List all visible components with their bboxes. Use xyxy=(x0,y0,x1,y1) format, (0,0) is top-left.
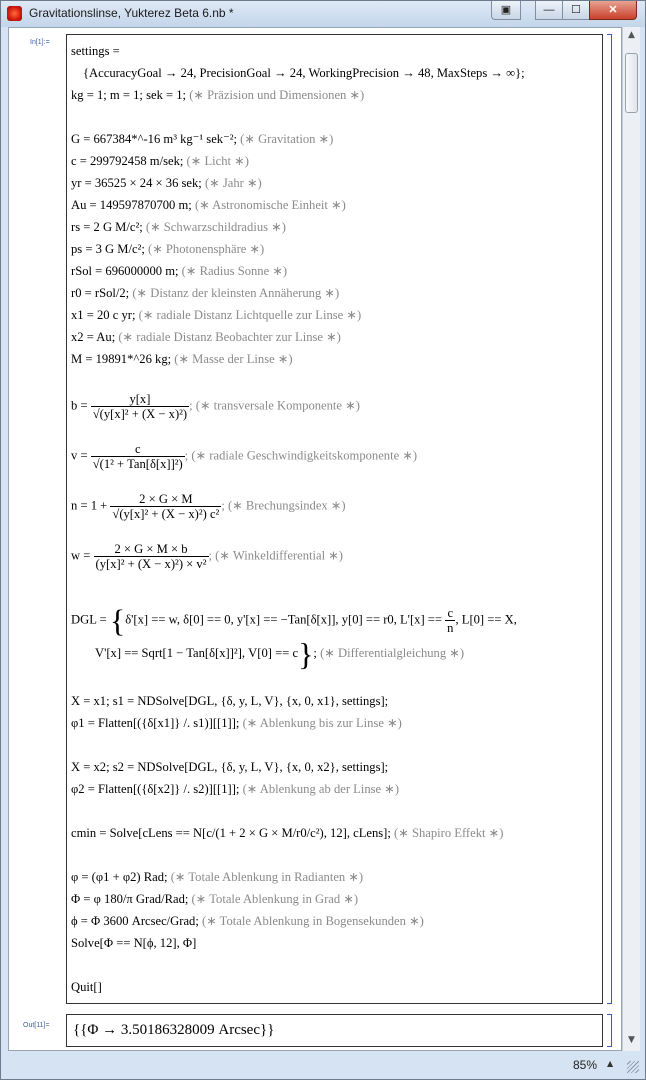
code-line: X = x2; s2 = NDSolve[DGL, {δ, y, L, V}, {x, 0, x2}, settings]; xyxy=(71,760,389,774)
code-line: Solve[Φ == N[ϕ, 12], Φ] xyxy=(71,936,197,950)
output-cell-bracket[interactable] xyxy=(607,1014,612,1047)
code-line: x2 = Au; (∗ radiale Distanz Beobachter zur Linse ∗) xyxy=(71,330,341,344)
input-cell-bracket[interactable] xyxy=(607,34,612,1004)
close-button[interactable]: ✕ xyxy=(589,1,637,20)
code-line: φ1 = Flatten[({δ[x1]} /. s1)][[1]]; (∗ Ablenkung bis zur Linse ∗) xyxy=(71,716,402,730)
code-line: ps = 3 G M/c²; (∗ Photonensphäre ∗) xyxy=(71,242,265,256)
zoom-menu-arrow-icon[interactable]: ▲ xyxy=(607,1059,614,1068)
code-line: r0 = rSol/2; (∗ Distanz der kleinsten Annäherung ∗) xyxy=(71,286,340,300)
code-line: Au = 149597870700 m; (∗ Astronomische Einheit ∗) xyxy=(71,198,346,212)
output-cell-label: Out[11]= xyxy=(23,1022,50,1029)
code-line: kg = 1; m = 1; sek = 1; (∗ Präzision und Dimensionen ∗) xyxy=(71,88,365,102)
window-extra-button[interactable]: ▣ xyxy=(491,1,521,20)
code-line: ϕ = Φ 3600 Arcsec/Grad; (∗ Totale Ablenkung in Bogensekunden ∗) xyxy=(71,914,424,928)
minimize-button[interactable]: — xyxy=(535,1,563,20)
code-line: Quit[] xyxy=(71,980,102,994)
window-title: Gravitationslinse, Yukterez Beta 6.nb * xyxy=(29,6,234,20)
zoom-level[interactable]: 85% xyxy=(573,1058,598,1072)
code-line: φ = (φ1 + φ2) Rad; (∗ Totale Ablenkung in Radianten ∗) xyxy=(71,870,364,884)
code-line: x1 = 20 c yr; (∗ radiale Distanz Lichtquelle zur Linse ∗) xyxy=(71,308,362,322)
scroll-down-arrow-icon[interactable]: ▼ xyxy=(628,1035,635,1045)
output-cell[interactable] xyxy=(66,1014,603,1047)
code-line: cmin = Solve[cLens == N[c/(1 + 2 × G × M/r0/c²), 12], cLens]; (∗ Shapiro Effekt ∗) xyxy=(71,826,504,840)
dgl-definition-line2: V'[x] == Sqrt[1 − Tan[δ[x]]²], V[0] == c}; (∗ Differentialgleichung ∗) xyxy=(95,636,465,672)
maximize-button[interactable]: ☐ xyxy=(562,1,590,20)
code-line: c = 299792458 m/sek; (∗ Licht ∗) xyxy=(71,154,249,168)
code-line: M = 19891*^26 kg; (∗ Masse der Linse ∗) xyxy=(71,352,293,366)
code-line: Φ = φ 180/π Grad/Rad; (∗ Totale Ablenkung in Grad ∗) xyxy=(71,892,359,906)
vertical-scrollbar[interactable] xyxy=(622,27,640,1051)
code-line: X = x1; s1 = NDSolve[DGL, {δ, y, L, V}, {x, 0, x1}, settings]; xyxy=(71,694,389,708)
title-bar[interactable] xyxy=(1,1,645,27)
code-line: settings = xyxy=(71,44,120,58)
input-cell-label: In[1]:= xyxy=(30,39,50,46)
output-result: {{Φ → 3.50186328009 Arcsec}} xyxy=(73,1022,275,1038)
dgl-definition: DGL = {δ'[x] == w, δ[0] == 0, y'[x] == −Tan[δ[x]], y[0] == r0, L'[x] == $\frac{c}{n}$ , L[0] == X, xyxy=(71,602,517,639)
scroll-thumb[interactable] xyxy=(625,53,638,113)
code-line: yr = 36525 × 24 × 36 sek; (∗ Jahr ∗) xyxy=(71,176,262,190)
code-line: rSol = 696000000 m; (∗ Radius Sonne ∗) xyxy=(71,264,288,278)
scroll-up-arrow-icon[interactable]: ▲ xyxy=(628,30,635,40)
resize-grip-icon[interactable] xyxy=(627,1061,639,1073)
code-line: G = 667384*^-16 m³ kg⁻¹ sek⁻²; (∗ Gravitation ∗) xyxy=(71,132,334,146)
formula-w: w = $\frac{2 \times G \times M \times b}{\text{(y[x]² + (X − x)²) × v²}}$ ; (∗ Winkeldifferential ∗) xyxy=(71,542,343,571)
status-bar xyxy=(1,1051,645,1079)
formula-n: n = 1 + $\frac{2 \times G \times M}{\text{√(y[x]² + (X − x)²) c²}}$ ; (∗ Brechungsindex ∗) xyxy=(71,492,346,521)
formula-b: b = $\frac{y[x]}{\text{√(y[x]² + (X − x)²)}}$ ; (∗ transversale Komponente ∗) xyxy=(71,392,360,421)
code-line: φ2 = Flatten[({δ[x2]} /. s2)][[1]]; (∗ Ablenkung ab der Linse ∗) xyxy=(71,782,400,796)
mathematica-app-icon[interactable] xyxy=(7,6,22,21)
formula-v: v = $\frac{c}{\text{√(1² + Tan[δ[x]]²)}}$ ; (∗ radiale Geschwindigkeitskomponente ∗) xyxy=(71,442,418,471)
notebook-content[interactable] xyxy=(8,27,622,1051)
code-line: rs = 2 G M/c²; (∗ Schwarzschildradius ∗) xyxy=(71,220,286,234)
code-line: {AccuracyGoal → 24, PrecisionGoal → 24, WorkingPrecision → 48, MaxSteps → ∞}; xyxy=(83,66,525,80)
